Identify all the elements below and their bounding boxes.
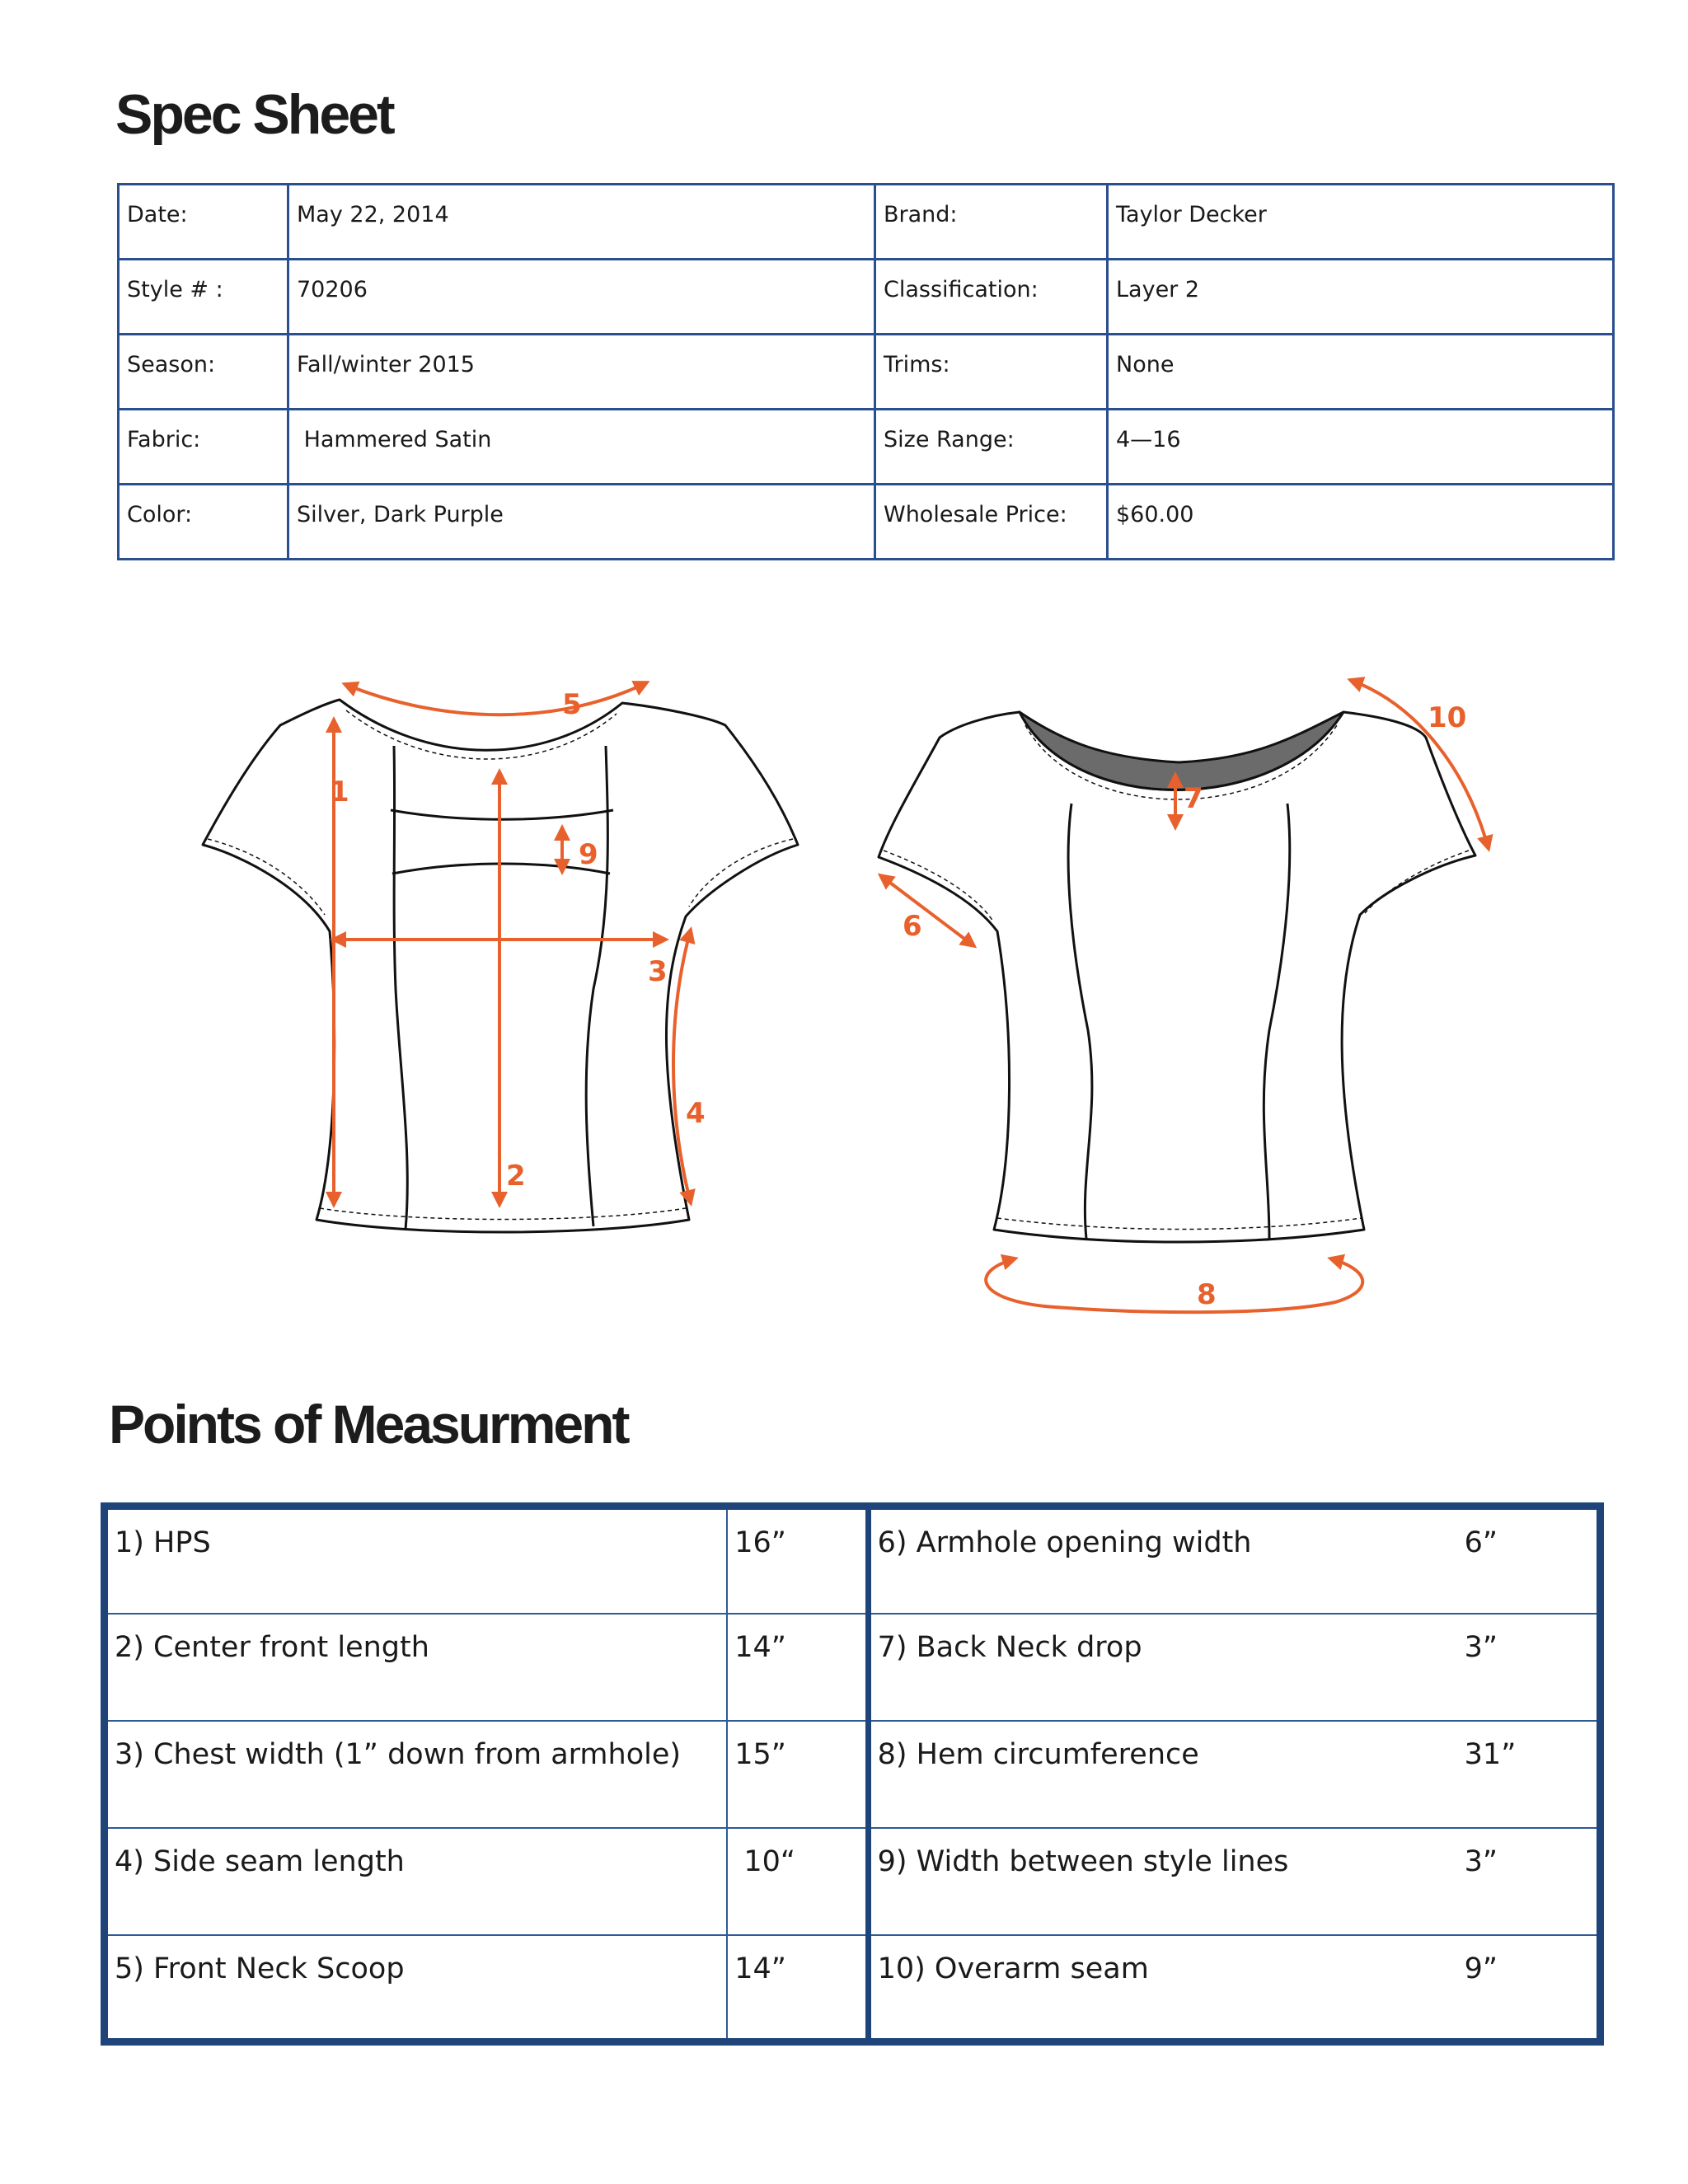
info-value: Hammered Satin	[288, 410, 875, 485]
pom-label: 9) Width between style lines	[868, 1828, 1465, 1935]
pom-value: 31”	[1465, 1721, 1601, 1828]
pom-value: 6”	[1465, 1507, 1601, 1614]
pom-label: 10) Overarm seam	[868, 1935, 1465, 2042]
info-label: Season:	[119, 335, 288, 410]
pom-value: 9”	[1465, 1935, 1601, 2042]
callout-10: 10	[1428, 701, 1467, 734]
section-title-points-of-measurement: Points of Measurment	[109, 1394, 628, 1455]
pom-value: 14”	[727, 1614, 868, 1721]
info-label: Date:	[119, 185, 288, 260]
callout-2: 2	[506, 1160, 526, 1193]
callout-9: 9	[579, 838, 598, 871]
pom-label: 8) Hem circumference	[868, 1721, 1465, 1828]
info-label: Color:	[119, 485, 288, 560]
info-value: Taylor Decker	[1108, 185, 1614, 260]
callout-1: 1	[330, 776, 349, 808]
info-label: Size Range:	[875, 410, 1108, 485]
info-label: Wholesale Price:	[875, 485, 1108, 560]
info-label: Fabric:	[119, 410, 288, 485]
info-row-date	[119, 185, 1614, 260]
info-label: Trims:	[875, 335, 1108, 410]
info-label: Style # :	[119, 260, 288, 335]
page-title: Spec Sheet	[115, 83, 393, 146]
garment-flat-sketches	[0, 626, 1688, 1335]
info-label: Classification:	[875, 260, 1108, 335]
pom-label: 2) Center front length	[105, 1614, 728, 1721]
pom-value: 3”	[1465, 1828, 1601, 1935]
callout-7: 7	[1184, 782, 1203, 815]
pom-row	[105, 1721, 1601, 1828]
pom-label: 7) Back Neck drop	[868, 1614, 1465, 1721]
info-value: May 22, 2014	[288, 185, 875, 260]
pom-row	[105, 1507, 1601, 1614]
pom-label: 1) HPS	[105, 1507, 728, 1614]
pom-label: 5) Front Neck Scoop	[105, 1935, 728, 2042]
info-row-color	[119, 485, 1614, 560]
callout-4: 4	[686, 1097, 706, 1130]
info-value: Layer 2	[1108, 260, 1614, 335]
callout-3: 3	[648, 955, 668, 988]
pom-value: 10“	[727, 1828, 868, 1935]
info-row-season	[119, 335, 1614, 410]
info-value: $60.00	[1108, 485, 1614, 560]
points-of-measurement-table	[101, 1502, 1604, 2046]
pom-value: 15”	[727, 1721, 868, 1828]
info-label: Brand:	[875, 185, 1108, 260]
pom-label: 6) Armhole opening width	[868, 1507, 1465, 1614]
callout-6: 6	[903, 910, 922, 943]
callout-8: 8	[1197, 1278, 1217, 1311]
pom-label: 3) Chest width (1” down from armhole)	[105, 1721, 728, 1828]
pom-value: 14”	[727, 1935, 868, 2042]
callout-5: 5	[562, 688, 582, 721]
pom-value: 16”	[727, 1507, 868, 1614]
info-value: None	[1108, 335, 1614, 410]
info-row-style	[119, 260, 1614, 335]
spec-info-table	[117, 183, 1615, 560]
info-row-fabric	[119, 410, 1614, 485]
pom-row	[105, 1614, 1601, 1721]
pom-value: 3”	[1465, 1614, 1601, 1721]
pom-row	[105, 1935, 1601, 2042]
info-value: Fall/winter 2015	[288, 335, 875, 410]
info-value: Silver, Dark Purple	[288, 485, 875, 560]
info-value: 70206	[288, 260, 875, 335]
pom-label: 4) Side seam length	[105, 1828, 728, 1935]
info-value: 4—16	[1108, 410, 1614, 485]
pom-row	[105, 1828, 1601, 1935]
